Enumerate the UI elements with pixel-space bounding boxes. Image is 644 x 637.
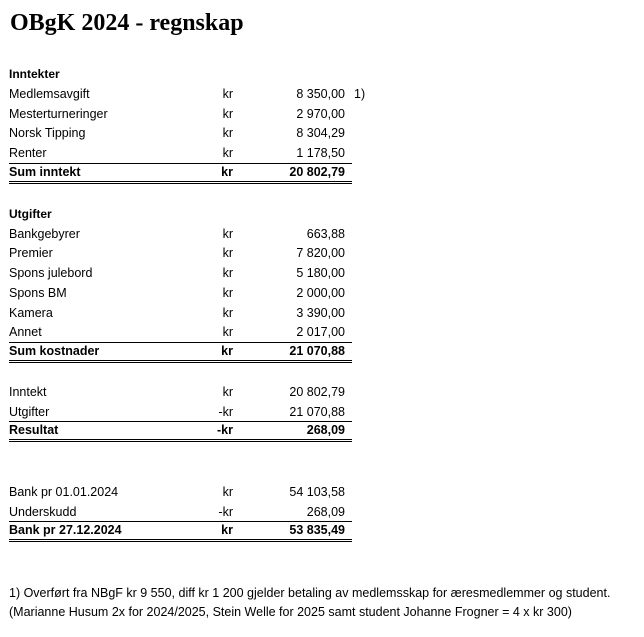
row-currency: kr: [222, 87, 233, 101]
total-label: Bank pr 27.12.2024: [9, 523, 122, 537]
row-currency: kr: [222, 227, 233, 241]
row-currency: -kr: [218, 405, 233, 419]
row-label: Medlemsavgift: [9, 87, 90, 101]
expense-row: [9, 243, 352, 263]
total-label: Sum kostnader: [9, 344, 100, 358]
expense-row: [9, 263, 352, 283]
row-currency: kr: [222, 325, 233, 339]
footnote-2: (Marianne Husum 2x for 2024/2025, Stein Welle for 2025 samt student Johanne Frogner = 4 x kr 300): [9, 605, 572, 619]
income-row: [9, 84, 366, 104]
bank-total-row: [9, 521, 352, 542]
row-currency: kr: [222, 485, 233, 499]
row-amount: 2 970,00: [296, 107, 345, 121]
row-label: Spons julebord: [9, 266, 93, 280]
income-row: [9, 143, 352, 163]
row-amount: 7 820,00: [296, 246, 345, 260]
total-currency: -kr: [217, 423, 233, 437]
row-currency: kr: [222, 246, 233, 260]
total-currency: kr: [221, 523, 233, 537]
row-label: Utgifter: [9, 405, 50, 419]
expenses-total-row: [9, 342, 352, 363]
row-amount: 268,09: [306, 505, 345, 519]
footnote-1: 1) Overført fra NBgF kr 9 550, diff kr 1 200 gjelder betaling av medlemsskap for æresmedlemmer og student.: [9, 586, 611, 600]
expense-row: [9, 283, 352, 303]
row-label: Inntekt: [9, 385, 47, 399]
row-label: Renter: [9, 146, 47, 160]
row-amount: 54 103,58: [289, 485, 345, 499]
income-row: [9, 123, 352, 143]
row-label: Norsk Tipping: [9, 126, 86, 140]
row-currency: kr: [222, 306, 233, 320]
row-amount: 2 017,00: [296, 325, 345, 339]
total-amount: 20 802,79: [289, 165, 345, 179]
row-amount: 8 350,00: [296, 87, 345, 101]
row-label: Underskudd: [9, 505, 77, 519]
row-currency: -kr: [218, 505, 233, 519]
row-amount: 663,88: [306, 227, 345, 241]
page-title: OBgK 2024 - regnskap: [10, 10, 244, 36]
row-amount: 1 178,50: [296, 146, 345, 160]
row-amount: 8 304,29: [296, 126, 345, 140]
row-label: Premier: [9, 246, 53, 260]
row-currency: kr: [222, 107, 233, 121]
expenses-heading: Utgifter: [9, 207, 52, 221]
row-amount: 20 802,79: [289, 385, 345, 399]
result-row: [9, 402, 352, 422]
row-amount: 5 180,00: [296, 266, 345, 280]
footnote-marker: 1): [354, 87, 366, 101]
row-currency: kr: [222, 385, 233, 399]
row-label: Bankgebyrer: [9, 227, 80, 241]
total-amount: 53 835,49: [289, 523, 345, 537]
row-amount: 2 000,00: [296, 286, 345, 300]
total-amount: 21 070,88: [289, 344, 345, 358]
income-heading: Inntekter: [9, 67, 60, 81]
row-label: Bank pr 01.01.2024: [9, 485, 119, 499]
result-total-row: [9, 421, 352, 442]
total-label: Sum inntekt: [9, 165, 81, 179]
row-currency: kr: [222, 146, 233, 160]
expense-row: [9, 322, 352, 342]
bank-row: [9, 482, 352, 502]
expense-row: [9, 224, 352, 244]
total-amount: 268,09: [306, 423, 345, 437]
row-label: Annet: [9, 325, 42, 339]
bank-row: [9, 502, 352, 522]
expense-row: [9, 303, 352, 323]
income-row: [9, 104, 352, 124]
row-currency: kr: [222, 126, 233, 140]
total-label: Resultat: [9, 423, 59, 437]
row-label: Kamera: [9, 306, 53, 320]
total-currency: kr: [221, 165, 233, 179]
row-currency: kr: [222, 286, 233, 300]
row-currency: kr: [222, 266, 233, 280]
row-amount: 21 070,88: [289, 405, 345, 419]
row-label: Mesterturneringer: [9, 107, 108, 121]
income-total-row: [9, 163, 352, 184]
row-label: Spons BM: [9, 286, 67, 300]
row-amount: 3 390,00: [296, 306, 345, 320]
result-row: [9, 382, 352, 402]
total-currency: kr: [221, 344, 233, 358]
